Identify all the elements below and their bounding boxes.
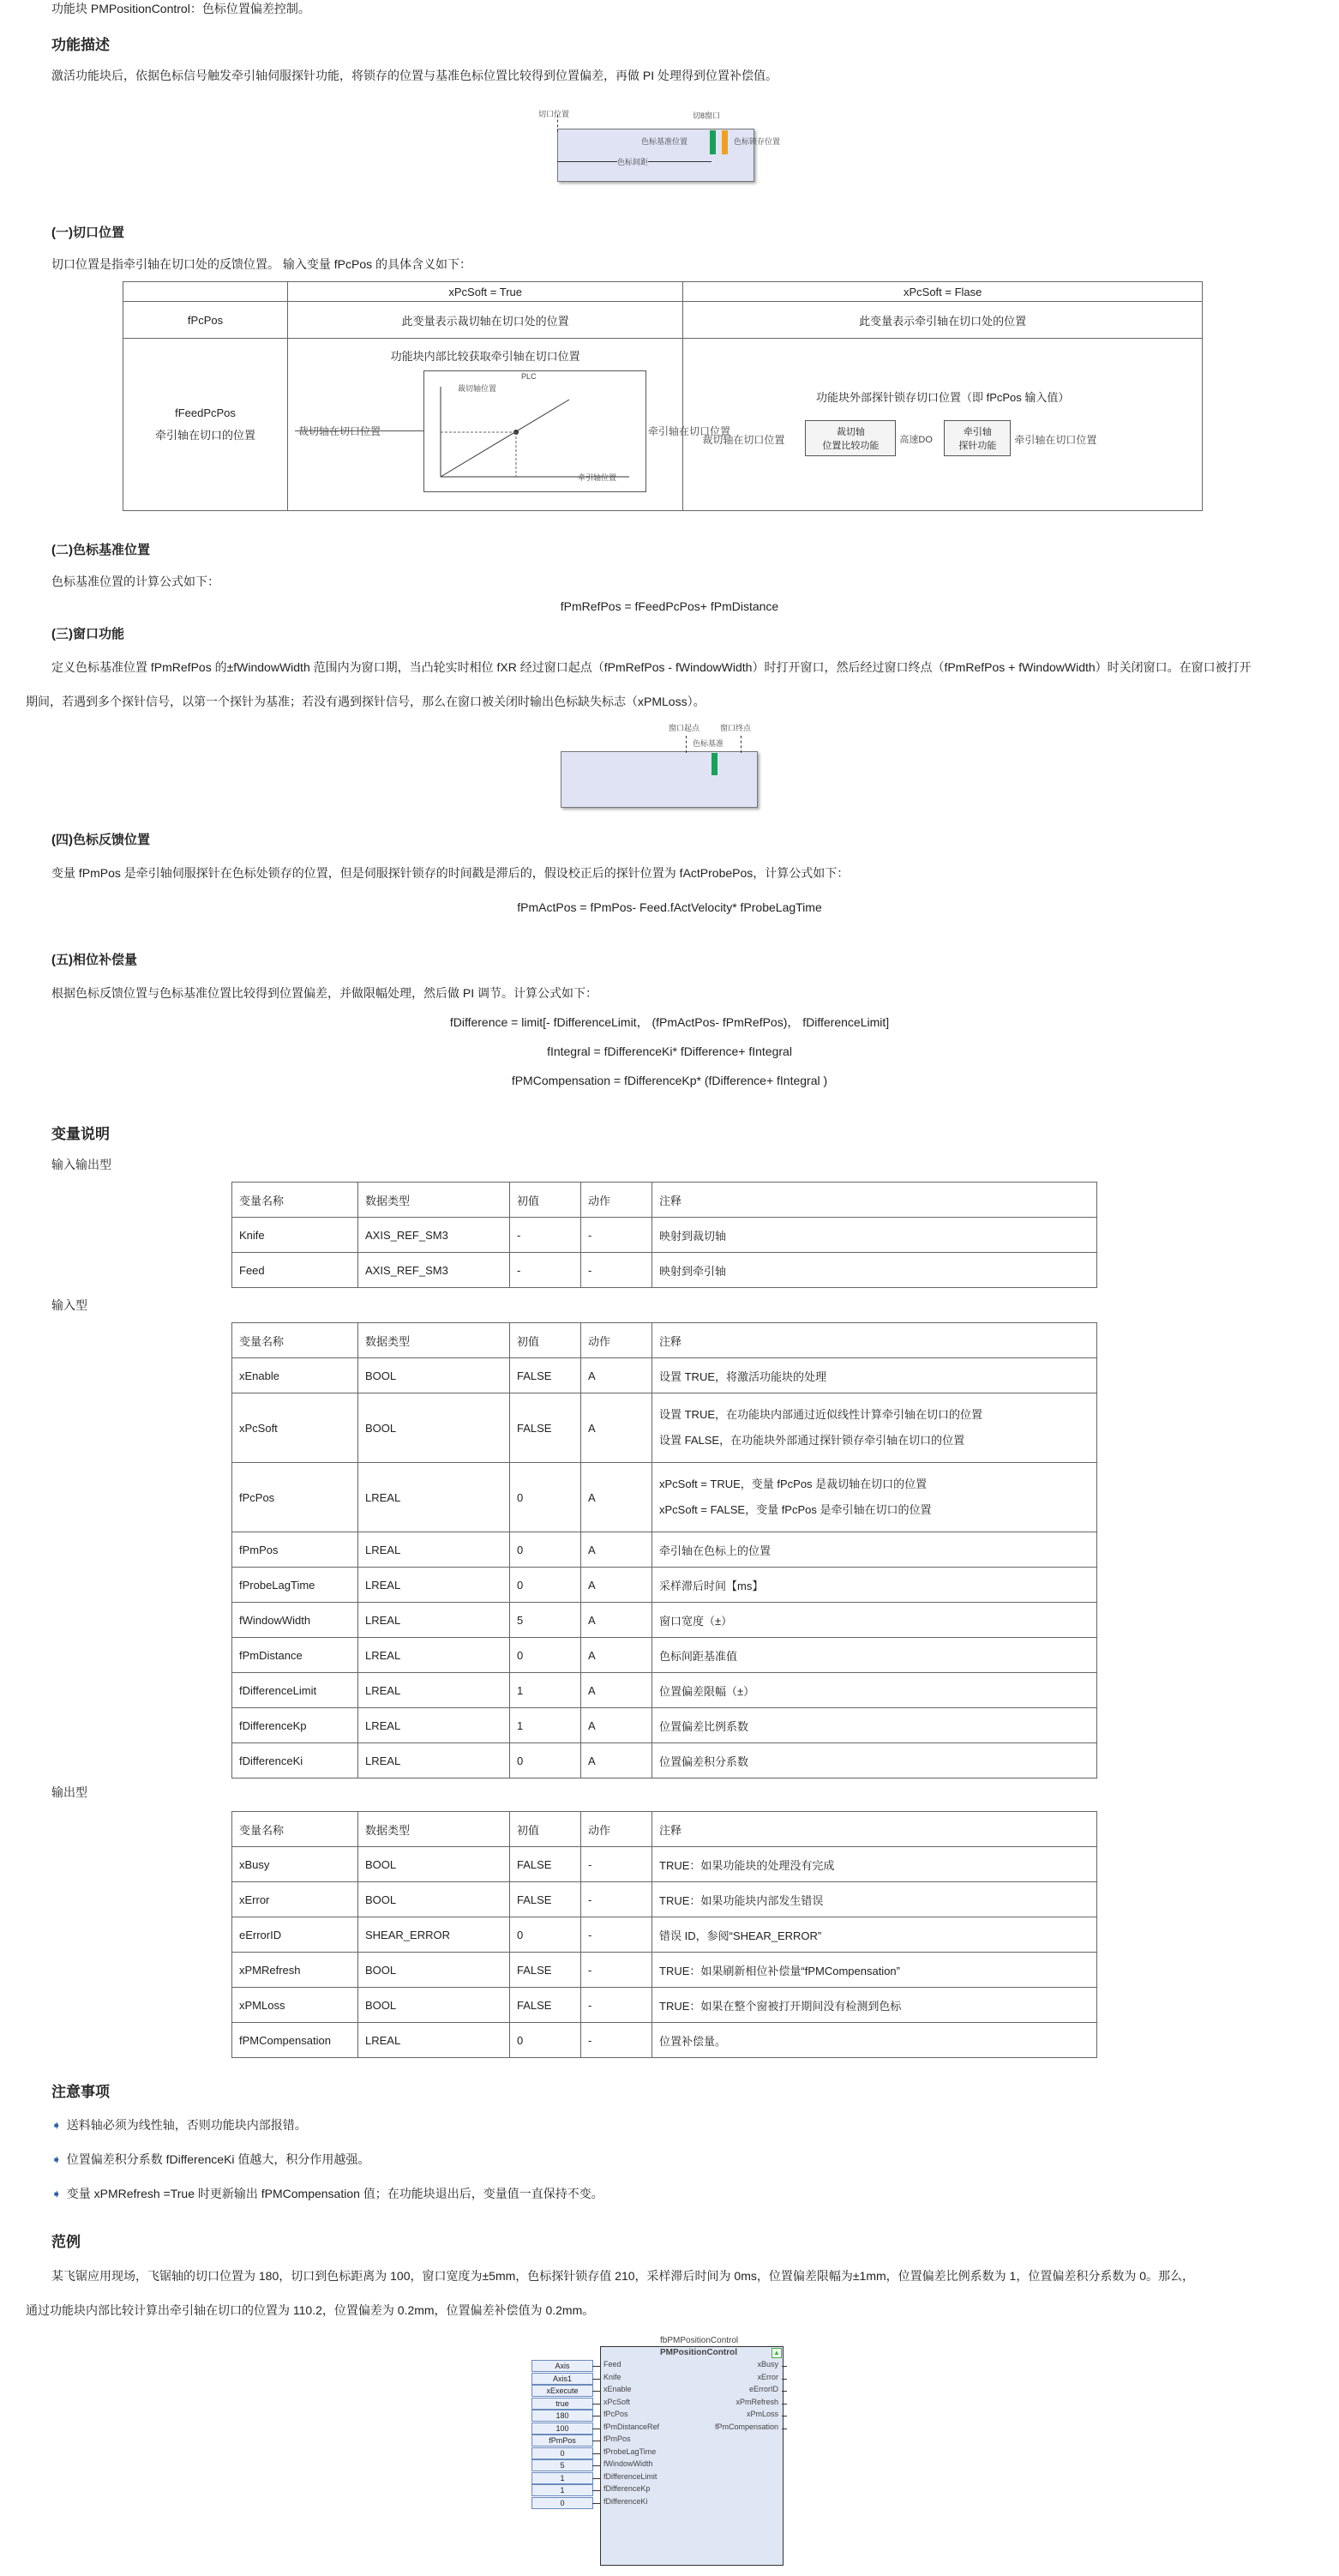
- cell: FALSE: [510, 1988, 581, 2023]
- window-label: 切8窗口: [693, 111, 721, 120]
- cell: 0: [510, 1568, 581, 1603]
- table-row: [232, 1638, 1097, 1673]
- fb-input-value[interactable]: Axis: [531, 2360, 593, 2372]
- cell: LREAL: [358, 1743, 510, 1779]
- cell: 0: [510, 2023, 581, 2058]
- table-row: [232, 1568, 1097, 1603]
- col-header-true: xPcSoft = True: [288, 282, 683, 302]
- latch-pos-label: 色标锁存位置: [734, 137, 781, 146]
- cell: LREAL: [358, 1708, 510, 1743]
- plc-diagram: [295, 370, 731, 499]
- cell: xPcSoft: [232, 1393, 358, 1463]
- cell: TRUE：如果在整个窗被打开期间没有检测到色标: [652, 1988, 1097, 2023]
- cell: -: [581, 1847, 652, 1882]
- in-header-0: 变量名称: [232, 1323, 358, 1358]
- cell: fPmPos: [232, 1532, 358, 1568]
- fb-output-wire: [782, 2416, 787, 2417]
- part4-title: (四)色标反馈位置: [51, 833, 150, 847]
- table-row: [232, 1882, 1097, 1917]
- notes-title: 注意事项: [51, 2084, 110, 2100]
- knife-pos-label: 裁切轴在切口位置: [702, 434, 785, 446]
- cell: -: [581, 1882, 652, 1917]
- cell: BOOL: [358, 1882, 510, 1917]
- cell: 位置偏差积分系数: [652, 1743, 1097, 1779]
- io-header-3: 动作: [581, 1183, 652, 1218]
- part2-title: (二)色标基准位置: [51, 543, 150, 557]
- input-table: [231, 1322, 1097, 1779]
- part2-description: 色标基准位置的计算公式如下：: [51, 575, 219, 588]
- note-text: 变量 xPMRefresh =True 时更新输出 fPMCompensation 值；在功能块退出后，变量值一直保持不变。: [66, 2187, 603, 2200]
- cell: 0: [510, 1463, 581, 1532]
- reference-mark: [710, 130, 716, 154]
- y-axis-label: 裁切轴位置: [458, 384, 497, 393]
- io-header-0: 变量名称: [232, 1183, 358, 1218]
- cell-multi: [652, 1393, 1097, 1463]
- window-end-label: 窗口终点: [720, 724, 752, 732]
- probe-diagram: [690, 417, 1195, 468]
- cell: A: [581, 1673, 652, 1708]
- intro-line: 功能块 PMPositionControl：色标位置偏差控制。: [51, 2, 310, 15]
- fb-output-pin: xError: [757, 2372, 778, 2381]
- table-row: [232, 1463, 1097, 1532]
- cell: LREAL: [358, 1673, 510, 1708]
- row2-name: fFeedPcPos: [175, 406, 236, 419]
- fb-output-wire: [782, 2391, 787, 2392]
- cell-line-1: 设置 TRUE，在功能块内部通过近似线性计算牵引轴在切口的位置: [659, 1408, 983, 1421]
- bullet-arrow-icon: ➧: [51, 2118, 62, 2132]
- cell: LREAL: [358, 1568, 510, 1603]
- cell: LREAL: [358, 1463, 510, 1532]
- fb-input-pin: xEnable: [603, 2385, 632, 2393]
- cell: -: [581, 1253, 652, 1288]
- table-row: [232, 1393, 1097, 1463]
- function-description: 激活功能块后，依据色标信号触发牵引轴伺服探针功能，将锁存的位置与基准色标位置比较得到位置偏差，再做 PI 处理得到位置补偿值。: [51, 69, 778, 82]
- cell: AXIS_REF_SM3: [358, 1218, 510, 1253]
- fb-input-value[interactable]: fPmPos: [531, 2435, 593, 2447]
- fb-type-name: PMPositionControl: [660, 2348, 737, 2357]
- table-corner: [123, 282, 288, 302]
- in-header-1: 数据类型: [358, 1323, 510, 1358]
- cell: LREAL: [358, 2023, 510, 2058]
- out-header-0: 变量名称: [232, 1812, 358, 1847]
- fb-output-wire: [782, 2366, 787, 2367]
- cell: 1: [510, 1708, 581, 1743]
- fb-body: [600, 2346, 784, 2566]
- table-row: [232, 1673, 1097, 1708]
- example-description-2: 通过功能块内部比较计算出牵引轴在切口的位置为 110.2，位置偏差为 0.2mm，位置偏差补偿值为 0.2mm。: [26, 2303, 595, 2317]
- io-header-row: [232, 1183, 1097, 1218]
- cell: fDifferenceKi: [232, 1743, 358, 1779]
- cell: LREAL: [358, 1532, 510, 1568]
- row2-name-cell: [123, 339, 288, 511]
- cell: 牵引轴在色标上的位置: [652, 1532, 1097, 1568]
- fb-output-wire: [782, 2379, 787, 2380]
- fb-input-wire: [592, 2453, 600, 2454]
- distance-label: 色标间距: [617, 158, 649, 166]
- fb-input-value[interactable]: xExecute: [531, 2385, 593, 2397]
- row1-true: 此变量表示裁切轴在切口处的位置: [288, 302, 683, 339]
- window-start-line: [686, 736, 687, 753]
- example-title: 范例: [51, 2234, 81, 2250]
- table-row: [232, 1708, 1097, 1743]
- fb-status-icon: ▲: [772, 2348, 782, 2358]
- latched-mark: [722, 130, 728, 154]
- cell: A: [581, 1743, 652, 1779]
- row2-false-cell: [683, 339, 1203, 511]
- cell: fDifferenceLimit: [232, 1673, 358, 1708]
- table-row: [232, 1218, 1097, 1253]
- in-header-4: 注释: [652, 1323, 1097, 1358]
- output-header-row: [232, 1812, 1097, 1847]
- cell: fPMCompensation: [232, 2023, 358, 2058]
- table-row: [232, 1917, 1097, 1953]
- fb-output-pin: xBusy: [757, 2360, 778, 2368]
- fb-input-wire: [592, 2465, 600, 2466]
- fb-input-wire: [592, 2366, 600, 2367]
- table-row: [232, 1953, 1097, 1988]
- cell: BOOL: [358, 1847, 510, 1882]
- bullet-arrow-icon: ➧: [51, 2152, 62, 2166]
- cell: BOOL: [358, 1988, 510, 2023]
- cell: FALSE: [510, 1358, 581, 1393]
- cell: xPMLoss: [232, 1988, 358, 2023]
- out-header-4: 注释: [652, 1812, 1097, 1847]
- fb-input-value[interactable]: 1: [531, 2484, 593, 2496]
- io-table: [231, 1182, 1097, 1288]
- cell: A: [581, 1358, 652, 1393]
- feed-pos-label: 牵引轴在切口位置: [1014, 434, 1097, 446]
- in-label: 输入型: [51, 1298, 87, 1312]
- fb-input-value[interactable]: 100: [531, 2423, 593, 2435]
- cell: 位置补偿量。: [652, 2023, 1097, 2058]
- note-text: 送料轴必须为线性轴，否则功能块内部报错。: [66, 2118, 307, 2132]
- cell: 采样滞后时间【ms】: [652, 1568, 1097, 1603]
- fb-instance-name: fbPMPositionControl: [660, 2336, 739, 2345]
- fb-input-pin: fPmDistanceRef: [603, 2422, 660, 2431]
- fb-input-wire: [592, 2503, 600, 2504]
- row2-true-title: 功能块内部比较获取牵引轴在切口位置: [390, 350, 580, 363]
- row2-true-cell: [288, 339, 731, 511]
- fb-input-pin: xPcSoft: [603, 2397, 631, 2406]
- row2-sub: 牵引轴在切口的位置: [154, 429, 255, 442]
- cell: A: [581, 1393, 652, 1463]
- window-ref-label: 色标基准: [693, 739, 724, 748]
- fb-input-pin: fDifferenceKi: [603, 2496, 648, 2506]
- cell: fProbeLagTime: [232, 1568, 358, 1603]
- cell: SHEAR_ERROR: [358, 1917, 510, 1953]
- cell: A: [581, 1568, 652, 1603]
- part4-description: 变量 fPmPos 是牵引轴伺服探针在色标处锁存的位置，但是伺服探针锁存的时间戳是滞后的，假设校正后的探针位置为 fActProbePos，计算公式如下：: [51, 866, 850, 880]
- cell: 0: [510, 1532, 581, 1568]
- highspeed-label: 高速DO: [899, 435, 933, 445]
- in-header-3: 动作: [581, 1323, 652, 1358]
- cell: xBusy: [232, 1847, 358, 1882]
- table-row: [232, 1603, 1097, 1638]
- note-item: [51, 2151, 369, 2168]
- table-row: [232, 1253, 1097, 1288]
- cell: fDifferenceKp: [232, 1708, 358, 1743]
- bullet-arrow-icon: ➧: [51, 2187, 62, 2200]
- cell: xError: [232, 1882, 358, 1917]
- fb-input-value[interactable]: 0: [531, 2497, 593, 2509]
- cell: -: [581, 1917, 652, 1953]
- cell: 映射到牵引轴: [652, 1253, 1097, 1288]
- fb-input-value[interactable]: 0: [531, 2447, 593, 2459]
- cell: -: [581, 1953, 652, 1988]
- part5-description: 根据色标反馈位置与色标基准位置比较得到位置偏差，并做限幅处理，然后做 PI 调节。计算公式如下：: [51, 986, 598, 1000]
- cell: 窗口宽度（±）: [652, 1603, 1097, 1638]
- io-label: 输入输出型: [51, 1158, 111, 1171]
- cell: fPcPos: [232, 1463, 358, 1532]
- cell-line-1: xPcSoft = TRUE，变量 fPcPos 是裁切轴在切口的位置: [659, 1478, 928, 1490]
- fb-output-pin: xPmRefresh: [736, 2397, 778, 2406]
- feed-output-label: 牵引轴在切口位置: [648, 425, 731, 437]
- cell: 设置 TRUE，将激活功能块的处理: [652, 1358, 1097, 1393]
- part2-formula: fPmRefPos = fFeedPcPos+ fPmDistance: [560, 599, 779, 613]
- cell: -: [510, 1218, 581, 1253]
- part5-formula-3: fPMCompensation = fDifferenceKp* (fDifference+ fIntegral ): [511, 1074, 828, 1087]
- cell: LREAL: [358, 1638, 510, 1673]
- out-label: 输出型: [51, 1785, 87, 1799]
- io-header-2: 初值: [510, 1183, 581, 1218]
- part4-formula: fPmActPos = fPmPos- Feed.fActVelocity* fProbeLagTime: [517, 900, 822, 914]
- fb-input-pin: fPmPos: [603, 2435, 631, 2443]
- cell: 位置偏差限幅（±）: [652, 1673, 1097, 1708]
- row1-false: 此变量表示牵引轴在切口处的位置: [683, 302, 1203, 339]
- row1-name: fPcPos: [123, 302, 288, 339]
- cell: -: [510, 1253, 581, 1288]
- cell: Feed: [232, 1253, 358, 1288]
- table-row: [232, 1358, 1097, 1393]
- color-mark-figure: [531, 105, 789, 190]
- cell: eErrorID: [232, 1917, 358, 1953]
- cell: A: [581, 1638, 652, 1673]
- cell: 映射到裁切轴: [652, 1218, 1097, 1253]
- io-header-4: 注释: [652, 1183, 1097, 1218]
- fb-output-pin: eErrorID: [748, 2385, 778, 2393]
- cell: A: [581, 1463, 652, 1532]
- fb-input-wire: [592, 2416, 600, 2417]
- fb-input-wire: [592, 2490, 600, 2491]
- cell: fPmDistance: [232, 1638, 358, 1673]
- cell: 0: [510, 1917, 581, 1953]
- x-axis-label: 牵引轴位置: [578, 473, 617, 482]
- fb-output-pin: xPmLoss: [746, 2410, 778, 2418]
- cut-position-label: 切口位置: [538, 110, 570, 118]
- fb-input-pin: Feed: [603, 2360, 621, 2368]
- table-row: [232, 1532, 1097, 1568]
- cell-line-2: 设置 FALSE，在功能块外部通过探针锁存牵引轴在切口的位置: [659, 1434, 965, 1447]
- cell: BOOL: [358, 1953, 510, 1988]
- knife-compare-box: 裁切轴 位置比较功能: [805, 420, 896, 456]
- cell: xPMRefresh: [232, 1953, 358, 1988]
- fb-input-pin: fDifferenceLimit: [603, 2471, 657, 2481]
- fb-input-value[interactable]: 1: [531, 2472, 593, 2484]
- out-header-2: 初值: [510, 1812, 581, 1847]
- input-header-row: [232, 1323, 1097, 1358]
- cell-multi: [652, 1463, 1097, 1532]
- plc-label: PLC: [521, 372, 537, 381]
- cell: FALSE: [510, 1953, 581, 1988]
- fb-input-pin: Knife: [603, 2372, 621, 2381]
- cell: -: [581, 1988, 652, 2023]
- plc-chart: [432, 382, 638, 485]
- note-text: 位置偏差积分系数 fDifferenceKi 值越大，积分作用越强。: [66, 2152, 370, 2166]
- cell: 0: [510, 1743, 581, 1779]
- cell: BOOL: [358, 1393, 510, 1463]
- fb-input-value[interactable]: true: [531, 2398, 593, 2410]
- fb-input-wire: [592, 2391, 600, 2392]
- cell: A: [581, 1708, 652, 1743]
- in-header-2: 初值: [510, 1323, 581, 1358]
- cell: 1: [510, 1673, 581, 1708]
- output-table: [231, 1811, 1097, 2058]
- fb-input-pin: fDifferenceKp: [603, 2484, 651, 2493]
- note-item: [51, 2116, 307, 2134]
- out-header-3: 动作: [581, 1812, 652, 1847]
- section-title-function: 功能描述: [51, 37, 110, 53]
- feed-probe-box: 牵引轴 探针功能: [944, 420, 1011, 456]
- cell: TRUE：如果刷新相位补偿量“fPMCompensation”: [652, 1953, 1097, 1988]
- cut-marker: [557, 115, 558, 132]
- cell: TRUE：如果功能块的处理没有完成: [652, 1847, 1097, 1882]
- col-header-false: xPcSoft = Flase: [683, 282, 1203, 302]
- cell: Knife: [232, 1218, 358, 1253]
- fb-input-value[interactable]: 180: [531, 2410, 593, 2422]
- cell: 色标间距基准值: [652, 1638, 1097, 1673]
- window-start-label: 窗口起点: [669, 724, 700, 732]
- cell: FALSE: [510, 1847, 581, 1882]
- cell: AXIS_REF_SM3: [358, 1253, 510, 1288]
- cell: fWindowWidth: [232, 1603, 358, 1638]
- table-row: [232, 1847, 1097, 1882]
- cell: BOOL: [358, 1358, 510, 1393]
- part5-title: (五)相位补偿量: [51, 953, 137, 967]
- part3-description-1: 定义色标基准位置 fPmRefPos 的±fWindowWidth 范围内为窗口期，当凸轮实时相位 fXR 经过窗口起点（fPmRefPos - fWindowWidth）时打开窗口，然后经过窗口终点（fPmRefPos + fWindowWidth）时关闭窗口。在窗口被打开: [51, 660, 1252, 674]
- part5-formula-1: fDifference = limit[- fDifferenceLimit， (fPmActPos- fPmRefPos)， fDifferenceLimit]: [449, 1015, 890, 1029]
- cell: 5: [510, 1603, 581, 1638]
- out-header-1: 数据类型: [358, 1812, 510, 1847]
- fb-input-wire: [592, 2379, 600, 2380]
- fb-input-value[interactable]: Axis1: [531, 2373, 593, 2385]
- window-strip: [561, 751, 758, 808]
- window-figure: [557, 720, 763, 815]
- part1-description: 切口位置是指牵引轴在切口处的反馈位置。 输入变量 fPcPos 的具体含义如下：: [51, 257, 472, 271]
- cell: 错误 ID，参阅“SHEAR_ERROR”: [652, 1917, 1097, 1953]
- cell: -: [581, 2023, 652, 2058]
- function-block-diagram: [530, 2336, 787, 2567]
- knife-input-label: 裁切轴在切口位置: [298, 425, 381, 437]
- knife-input-arrow: [295, 430, 423, 431]
- cell: FALSE: [510, 1882, 581, 1917]
- cell: LREAL: [358, 1603, 510, 1638]
- note-item: [51, 2185, 603, 2202]
- fb-input-value[interactable]: 5: [531, 2459, 593, 2471]
- fb-input-pin: fWindowWidth: [603, 2459, 653, 2468]
- cell: 位置偏差比例系数: [652, 1708, 1097, 1743]
- part3-description-2: 期间，若遇到多个探针信号，以第一个探针为基准；若没有遇到探针信号，那么在窗口被关闭时输出色标缺失标志（xPMLoss）。: [26, 695, 706, 708]
- part5-formula-2: fIntegral = fDifferenceKi* fDifference+ fIntegral: [547, 1044, 792, 1058]
- window-end-line: [741, 736, 742, 753]
- example-description-1: 某飞锯应用现场，飞锯轴的切口位置为 180，切口到色标距离为 100，窗口宽度为±5mm，色标探针锁存值 210，采样滞后时间为 0ms，位置偏差限幅为±1mm，位置偏差比例系数为 1，位置偏差积分系数为 0。那么，: [51, 2269, 1195, 2283]
- table-row: [232, 2023, 1097, 2058]
- part3-title: (三)窗口功能: [51, 627, 124, 641]
- cell: FALSE: [510, 1393, 581, 1463]
- vars-title: 变量说明: [51, 1126, 110, 1142]
- fb-input-wire: [592, 2478, 600, 2479]
- fb-input-pin: fProbeLagTime: [603, 2447, 657, 2456]
- io-header-1: 数据类型: [358, 1183, 510, 1218]
- row2-false-title: 功能块外部探针锁存切口位置（即 fPcPos 输入值）: [815, 391, 1070, 404]
- table-row: [232, 1743, 1097, 1779]
- fb-output-pin: fPmCompensation: [714, 2422, 778, 2431]
- window-mark: [712, 753, 718, 775]
- table-row: [232, 1988, 1097, 2023]
- cell: -: [581, 1218, 652, 1253]
- cell: xEnable: [232, 1358, 358, 1393]
- fb-input-pin: fPcPos: [603, 2410, 628, 2418]
- part1-title: (一)切口位置: [51, 226, 124, 240]
- ref-pos-label: 色标基准位置: [641, 137, 688, 146]
- cell: 0: [510, 1638, 581, 1673]
- cell: A: [581, 1532, 652, 1568]
- cell: TRUE：如果功能块内部发生错误: [652, 1882, 1097, 1917]
- cell: A: [581, 1603, 652, 1638]
- cell-line-2: xPcSoft = FALSE，变量 fPcPos 是牵引轴在切口的位置: [659, 1503, 932, 1516]
- pcpos-table: [123, 281, 1203, 511]
